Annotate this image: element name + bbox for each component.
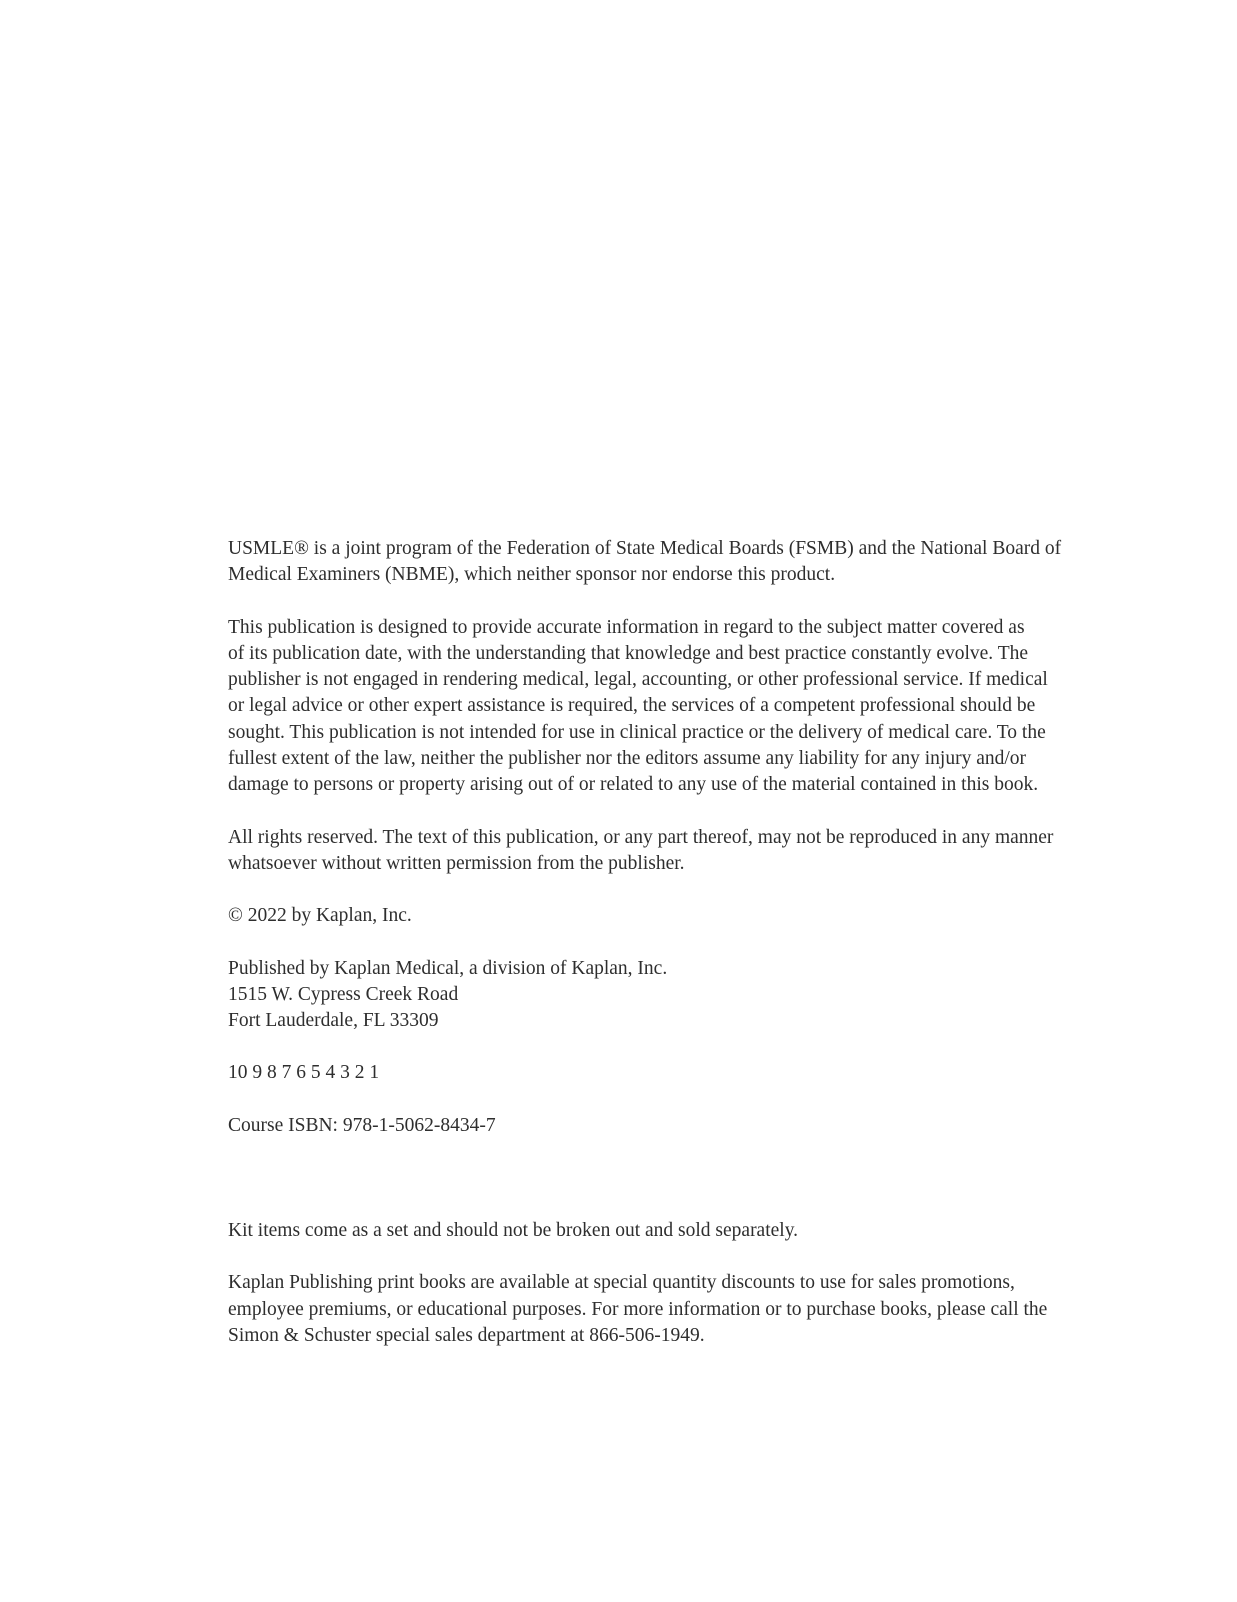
- usmle-notice-line: USMLE® is a joint program of the Federation of State Medical Boards (FSMB) and the National Board of: [228, 538, 1062, 559]
- usmle-notice: [228, 536, 1108, 589]
- printing-line: [228, 1060, 1108, 1086]
- publisher-city: Fort Lauderdale, FL 33309: [228, 1010, 439, 1032]
- isbn-line: [228, 1113, 1108, 1139]
- disclaimer-line: fullest extent of the law, neither the publisher nor the editors assume any liability for any injury and/or: [228, 748, 1027, 770]
- disclaimer-line: or legal advice or other expert assistance is required, the services of a competent professional should be: [228, 695, 1036, 717]
- rights-line: whatsoever without written permission from the publisher.: [228, 852, 685, 874]
- disclaimer-line: of its publication date, with the understanding that knowledge and best practice constantly evolve. The: [228, 642, 1029, 664]
- kit-notice: [228, 1218, 1108, 1244]
- sales-line: Simon & Schuster special sales department at 866-506-1949.: [228, 1324, 705, 1346]
- disclaimer-paragraph: [228, 615, 1108, 799]
- rights-line: All rights reserved. The text of this publication, or any part thereof, may not be reproduced in any manner: [228, 826, 1054, 848]
- copyright-text-block: [228, 536, 1108, 1375]
- rights-notice: [228, 825, 1108, 878]
- isbn-text: Course ISBN: 978-1-5062-8434-7: [228, 1114, 496, 1136]
- publisher-street: 1515 W. Cypress Creek Road: [228, 983, 459, 1005]
- disclaimer-line: sought. This publication is not intended for use in clinical practice or the delivery of medical care. To the: [228, 721, 1046, 743]
- disclaimer-line: damage to persons or property arising out of or related to any use of the material contained in this book.: [228, 774, 1039, 796]
- publisher-info: [228, 956, 1108, 1035]
- sales-line: Kaplan Publishing print books are available at special quantity discounts to use for sales promotions,: [228, 1272, 1015, 1294]
- usmle-notice-line: Medical Examiners (NBME), which neither sponsor nor endorse this product.: [228, 564, 836, 586]
- printing-numbers: 10 9 8 7 6 5 4 3 2 1: [228, 1062, 380, 1084]
- publisher-name: Published by Kaplan Medical, a division of Kaplan, Inc.: [228, 957, 668, 979]
- sales-line: employee premiums, or educational purposes. For more information or to purchase books, please call the: [228, 1298, 1048, 1320]
- disclaimer-line: publisher is not engaged in rendering medical, legal, accounting, or other professional service. If medical: [228, 669, 1048, 691]
- copyright-line: [228, 903, 1108, 929]
- kit-notice-text: Kit items come as a set and should not be broken out and sold separately.: [228, 1220, 799, 1242]
- copyright-text: © 2022 by Kaplan, Inc.: [228, 905, 412, 927]
- disclaimer-line: This publication is designed to provide accurate information in regard to the subject matter covered as: [228, 616, 1025, 638]
- sales-info: [228, 1270, 1108, 1349]
- section-spacer: [228, 1165, 1108, 1218]
